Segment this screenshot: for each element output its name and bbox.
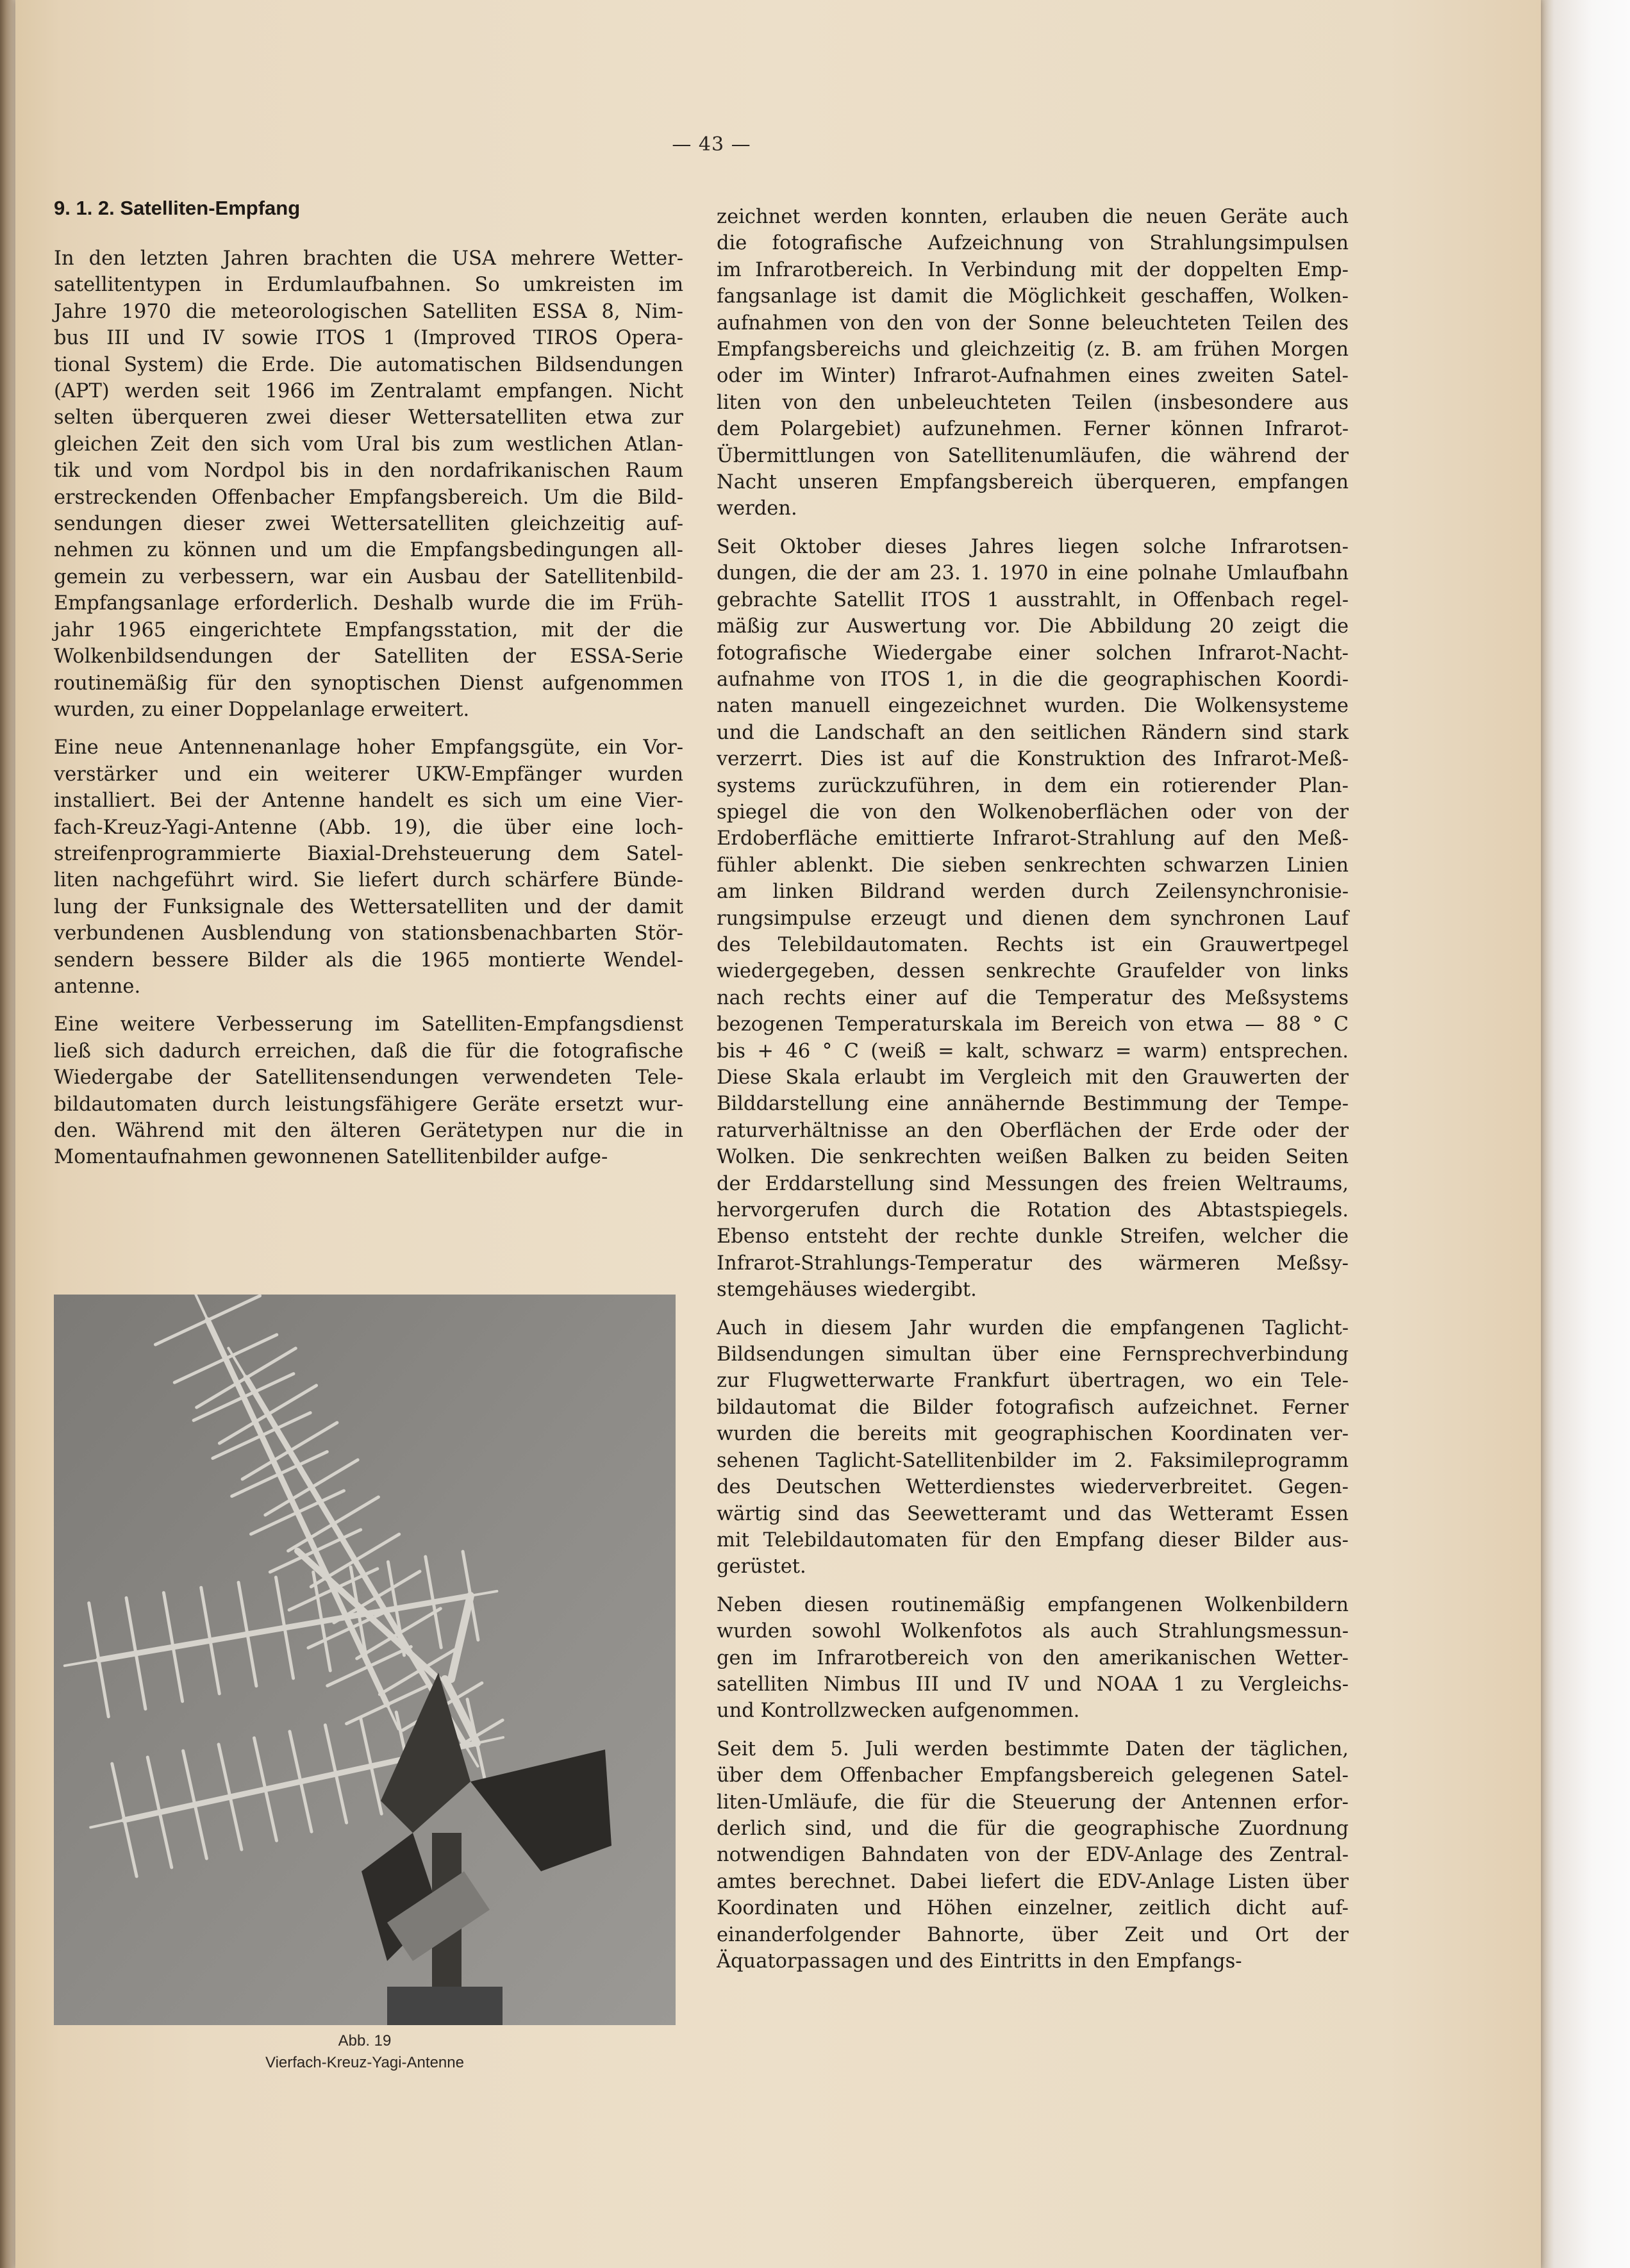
text-line: sendungen dieser zwei Wettersatelliten gleichzeitig auf-: [54, 513, 683, 536]
text-line: wurden die bereits mit geographischen Koordinaten ver-: [717, 1423, 1349, 1446]
text-line: jahr 1965 eingerichtete Empfangsstation, mit der die: [54, 618, 683, 641]
text-line: Übermittlungen von Satellitenumläufen, die während der: [717, 444, 1349, 467]
text-line: wiedergegeben, dessen senkrechte Graufelder von links: [717, 960, 1349, 983]
text-line: Äquatorpassagen und des Eintritts in den Empfangs-: [717, 1950, 1242, 1973]
text-line: Neben diesen routinemäßig empfangenen Wolkenbildern: [717, 1593, 1349, 1616]
text-line: mäßig zur Auswertung vor. Die Abbildung 20 zeigt die: [717, 615, 1349, 638]
text-line: Diese Skala erlaubt im Vergleich mit den Grauwerten der: [717, 1066, 1349, 1089]
paragraph: [54, 245, 683, 723]
text-line: nehmen zu können und um die Empfangsbedingungen all-: [54, 539, 683, 562]
paragraph: [54, 1011, 683, 1170]
text-line: selten überqueren zwei dieser Wettersatelliten etwa zur: [54, 406, 683, 429]
text-line: werden.: [717, 497, 797, 520]
text-line: Nacht unseren Empfangsbereich überqueren, empfangen: [717, 471, 1349, 494]
text-line: zeichnet werden konnten, erlauben die neuen Geräte auch: [717, 206, 1349, 228]
text-line: verstärker und ein weiterer UKW-Empfänger wurden: [54, 763, 683, 786]
text-line: fangsanlage ist damit die Möglichkeit geschaffen, Wolken-: [717, 285, 1349, 308]
text-line: Wolkenbildsendungen der Satelliten der ESSA-Serie: [54, 645, 683, 668]
text-line: liten nachgeführt wird. Sie liefert durch schärfere Bünde-: [54, 869, 683, 892]
text-line: stemgehäuses wiedergibt.: [717, 1279, 977, 1302]
text-line: In den letzten Jahren brachten die USA mehrere Wetter-: [54, 247, 683, 270]
paragraph: [54, 734, 683, 1000]
text-line: Auch in diesem Jahr wurden die empfangenen Taglicht-: [717, 1316, 1349, 1339]
text-line: installiert. Bei der Antenne handelt es sich um eine Vier-: [54, 790, 683, 813]
text-line: den. Während mit den älteren Gerätetypen nur die in: [54, 1120, 683, 1142]
text-line: naten manuell eingezeichnet wurden. Die Wolkensysteme: [717, 695, 1349, 718]
text-line: sendern bessere Bilder als die 1965 montierte Wendel-: [54, 948, 683, 972]
text-line: Empfangsbereichs und gleichzeitig (z. B. am frühen Morgen: [717, 338, 1349, 361]
right-column: [717, 204, 1349, 1986]
text-line: Infrarot-Strahlungs-Temperatur des wärmeren Meßsy-: [717, 1252, 1349, 1275]
text-line: fotografische Wiedergabe einer solchen Infrarot-Nacht-: [717, 641, 1349, 665]
text-line: fühler ablenkt. Die sieben senkrechten schwarzen Linien: [717, 854, 1349, 877]
text-line: bus III und IV sowie ITOS 1 (Improved TIROS Opera-: [54, 327, 683, 350]
text-line: Jahre 1970 die meteorologischen Satelliten ESSA 8, Nim-: [54, 300, 683, 323]
text-line: bildautomaten durch leistungsfähigere Geräte ersetzt wur-: [54, 1093, 683, 1116]
text-line: am linken Bildrand werden durch Zeilensynchronisie-: [717, 881, 1349, 904]
text-line: des Telebildautomaten. Rechts ist ein Grauwertpegel: [717, 933, 1349, 956]
paragraph: [717, 534, 1349, 1304]
text-line: Koordinaten und Höhen einzelner, zeitlich dicht auf-: [717, 1897, 1349, 1920]
paragraph: [717, 1315, 1349, 1580]
text-line: Momentaufnahmen gewonnenen Satellitenbilder aufge-: [54, 1146, 608, 1169]
text-line: mit Telebildautomaten für den Empfang dieser Bilder aus-: [717, 1528, 1349, 1552]
text-line: raturverhältnisse an den Oberflächen der Erde oder der: [717, 1119, 1349, 1142]
text-line: rungsimpulse erzeugt und dienen dem synchronen Lauf: [717, 907, 1349, 930]
text-line: liten von den unbeleuchteten Teilen (insbesondere aus: [717, 391, 1349, 414]
text-line: und Kontrollzwecken aufgenommen.: [717, 1700, 1080, 1723]
text-line: gebrachte Satellit ITOS 1 ausstrahlt, in Offenbach regel-: [717, 588, 1349, 611]
text-line: die fotografische Aufzeichnung von Strahlungsimpulsen: [717, 232, 1349, 255]
text-line: liten-Umläufe, die für die Steuerung der Antennen erfor-: [717, 1791, 1349, 1814]
figure-caption: [54, 2030, 676, 2074]
text-line: derlich sind, und die für die geographische Zuordnung: [717, 1817, 1349, 1840]
text-line: bezogenen Temperaturskala im Bereich von etwa — 88 ° C: [717, 1013, 1349, 1036]
antenna-photo: [54, 1295, 676, 2025]
left-paragraphs: [54, 245, 683, 1171]
text-line: Wiedergabe der Satellitensendungen verwendeten Tele-: [54, 1066, 683, 1089]
text-line: satellitentypen in Erdumlaufbahnen. So umkreisten im: [54, 274, 683, 297]
text-line: wärtig sind das Seewetteramt und das Wetteramt Essen: [717, 1502, 1349, 1525]
antenna-image: [54, 1295, 676, 2025]
text-line: verbundenen Ausblendung von stationsbenachbarten Stör-: [54, 922, 683, 945]
paragraph: [717, 204, 1349, 522]
right-paragraphs: [717, 204, 1349, 1974]
text-line: satelliten Nimbus III und IV und NOAA 1 zu Vergleichs-: [717, 1673, 1349, 1696]
text-line: notwendigen Bahndaten von der EDV-Anlage des Zentral-: [717, 1844, 1349, 1867]
text-line: Eine neue Antennenanlage hoher Empfangsgüte, ein Vor-: [54, 736, 683, 759]
text-line: der Erddarstellung sind Messungen des freien Weltraums,: [717, 1172, 1349, 1195]
text-line: Wolken. Die senkrechten weißen Balken zu beiden Seiten: [717, 1146, 1349, 1169]
text-line: nach rechts einer auf die Temperatur des Meßsystems: [717, 986, 1349, 1009]
text-line: oder im Winter) Infrarot-Aufnahmen eines zweiten Satel-: [717, 365, 1349, 388]
text-line: Bildsendungen simultan über eine Fernsprechverbindung: [717, 1343, 1349, 1366]
text-line: spiegel die von den Wolkenoberflächen oder von der: [717, 800, 1349, 824]
text-line: Seit dem 5. Juli werden bestimmte Daten der täglichen,: [717, 1737, 1349, 1760]
text-line: aufnahme von ITOS 1, in die die geographischen Koordi-: [717, 668, 1349, 691]
text-line: und die Landschaft an den seitlichen Rändern sind stark: [717, 721, 1349, 744]
text-line: gleichen Zeit den sich vom Ural bis zum westlichen Atlan-: [54, 433, 683, 456]
text-line: Erdoberfläche emittierte Infrarot-Strahlung auf den Meß-: [717, 827, 1349, 850]
text-line: bis + 46 ° C (weiß = kalt, schwarz = warm) entsprechen.: [717, 1039, 1349, 1063]
text-line: gemein zu verbessern, war ein Ausbau der Satellitenbild-: [54, 565, 683, 588]
paragraph: [717, 1736, 1349, 1975]
text-line: aufnahmen von den von der Sonne beleuchteten Teilen des: [717, 311, 1349, 335]
paragraph: [717, 1592, 1349, 1725]
text-line: dungen, die der am 23. 1. 1970 in eine polnahe Umlaufbahn: [717, 562, 1349, 585]
text-line: erstreckenden Offenbacher Empfangsbereich. Um die Bild-: [54, 486, 683, 509]
text-line: Empfangsanlage erforderlich. Deshalb wurde die im Früh-: [54, 592, 683, 615]
text-line: routinemäßig für den synoptischen Dienst aufgenommen: [54, 672, 683, 695]
text-line: tional System) die Erde. Die automatischen Bildsendungen: [54, 353, 683, 376]
text-line: tik und vom Nordpol bis in den nordafrikanischen Raum: [54, 459, 683, 483]
text-line: Eine weitere Verbesserung im Satelliten-Empfangsdienst: [54, 1013, 683, 1036]
text-line: antenne.: [54, 975, 141, 998]
section-heading: 9. 1. 2. Satelliten-Empfang: [54, 197, 301, 219]
text-line: gerüstet.: [717, 1555, 806, 1578]
text-line: ließ sich dadurch erreichen, daß die für die fotografische: [54, 1039, 683, 1063]
figure-label: Abb. 19: [338, 2032, 392, 2049]
text-line: wurden sowohl Wolkenfotos als auch Strahlungsmessun-: [717, 1620, 1349, 1643]
text-line: über dem Offenbacher Empfangsbereich gelegenen Satel-: [717, 1764, 1349, 1787]
text-line: systems zurückzuführen, in dem ein rotierender Plan-: [717, 774, 1349, 797]
text-line: lung der Funksignale des Wettersatelliten und der damit: [54, 895, 683, 918]
page-number: — 43 —: [672, 133, 751, 156]
text-line: amtes berechnet. Dabei liefert die EDV-Anlage Listen über: [717, 1870, 1349, 1893]
scan-margin: [1535, 0, 1630, 2268]
text-line: zur Flugwetterwarte Frankfurt übertragen, wo ein Tele-: [717, 1370, 1349, 1393]
text-line: Ebenso entsteht der rechte dunkle Streifen, welcher die: [717, 1225, 1349, 1248]
text-line: bildautomat die Bilder fotografisch aufzeichnet. Ferner: [717, 1396, 1349, 1419]
text-line: sehenen Taglicht-Satellitenbilder im 2. Faksimileprogramm: [717, 1449, 1349, 1472]
text-line: dem Polargebiet) aufzunehmen. Ferner können Infrarot-: [717, 418, 1349, 441]
text-line: im Infrarotbereich. In Verbindung mit der doppelten Emp-: [717, 258, 1349, 281]
text-line: wurden, zu einer Doppelanlage erweitert.: [54, 698, 470, 721]
text-line: einanderfolgender Bahnorte, über Zeit und Ort der: [717, 1923, 1349, 1946]
text-line: hervorgerufen durch die Rotation des Abtastspiegels.: [717, 1199, 1349, 1222]
text-line: gen im Infrarotbereich von den amerikanischen Wetter-: [717, 1646, 1349, 1669]
text-line: Bilddarstellung eine annähernde Bestimmung der Tempe-: [717, 1093, 1349, 1116]
text-line: (APT) werden seit 1966 im Zentralamt empfangen. Nicht: [54, 380, 683, 403]
left-column: [54, 195, 683, 1182]
text-line: streifenprogrammierte Biaxial-Drehsteuerung dem Satel-: [54, 842, 683, 865]
text-line: fach-Kreuz-Yagi-Antenne (Abb. 19), die über eine loch-: [54, 816, 683, 839]
text-line: Seit Oktober dieses Jahres liegen solche Infrarotsen-: [717, 535, 1349, 558]
figure-title: Vierfach-Kreuz-Yagi-Antenne: [265, 2054, 464, 2071]
text-line: des Deutschen Wetterdienstes wiederverbreitet. Gegen-: [717, 1476, 1349, 1499]
text-line: verzerrt. Dies ist auf die Konstruktion des Infrarot-Meß-: [717, 748, 1349, 771]
